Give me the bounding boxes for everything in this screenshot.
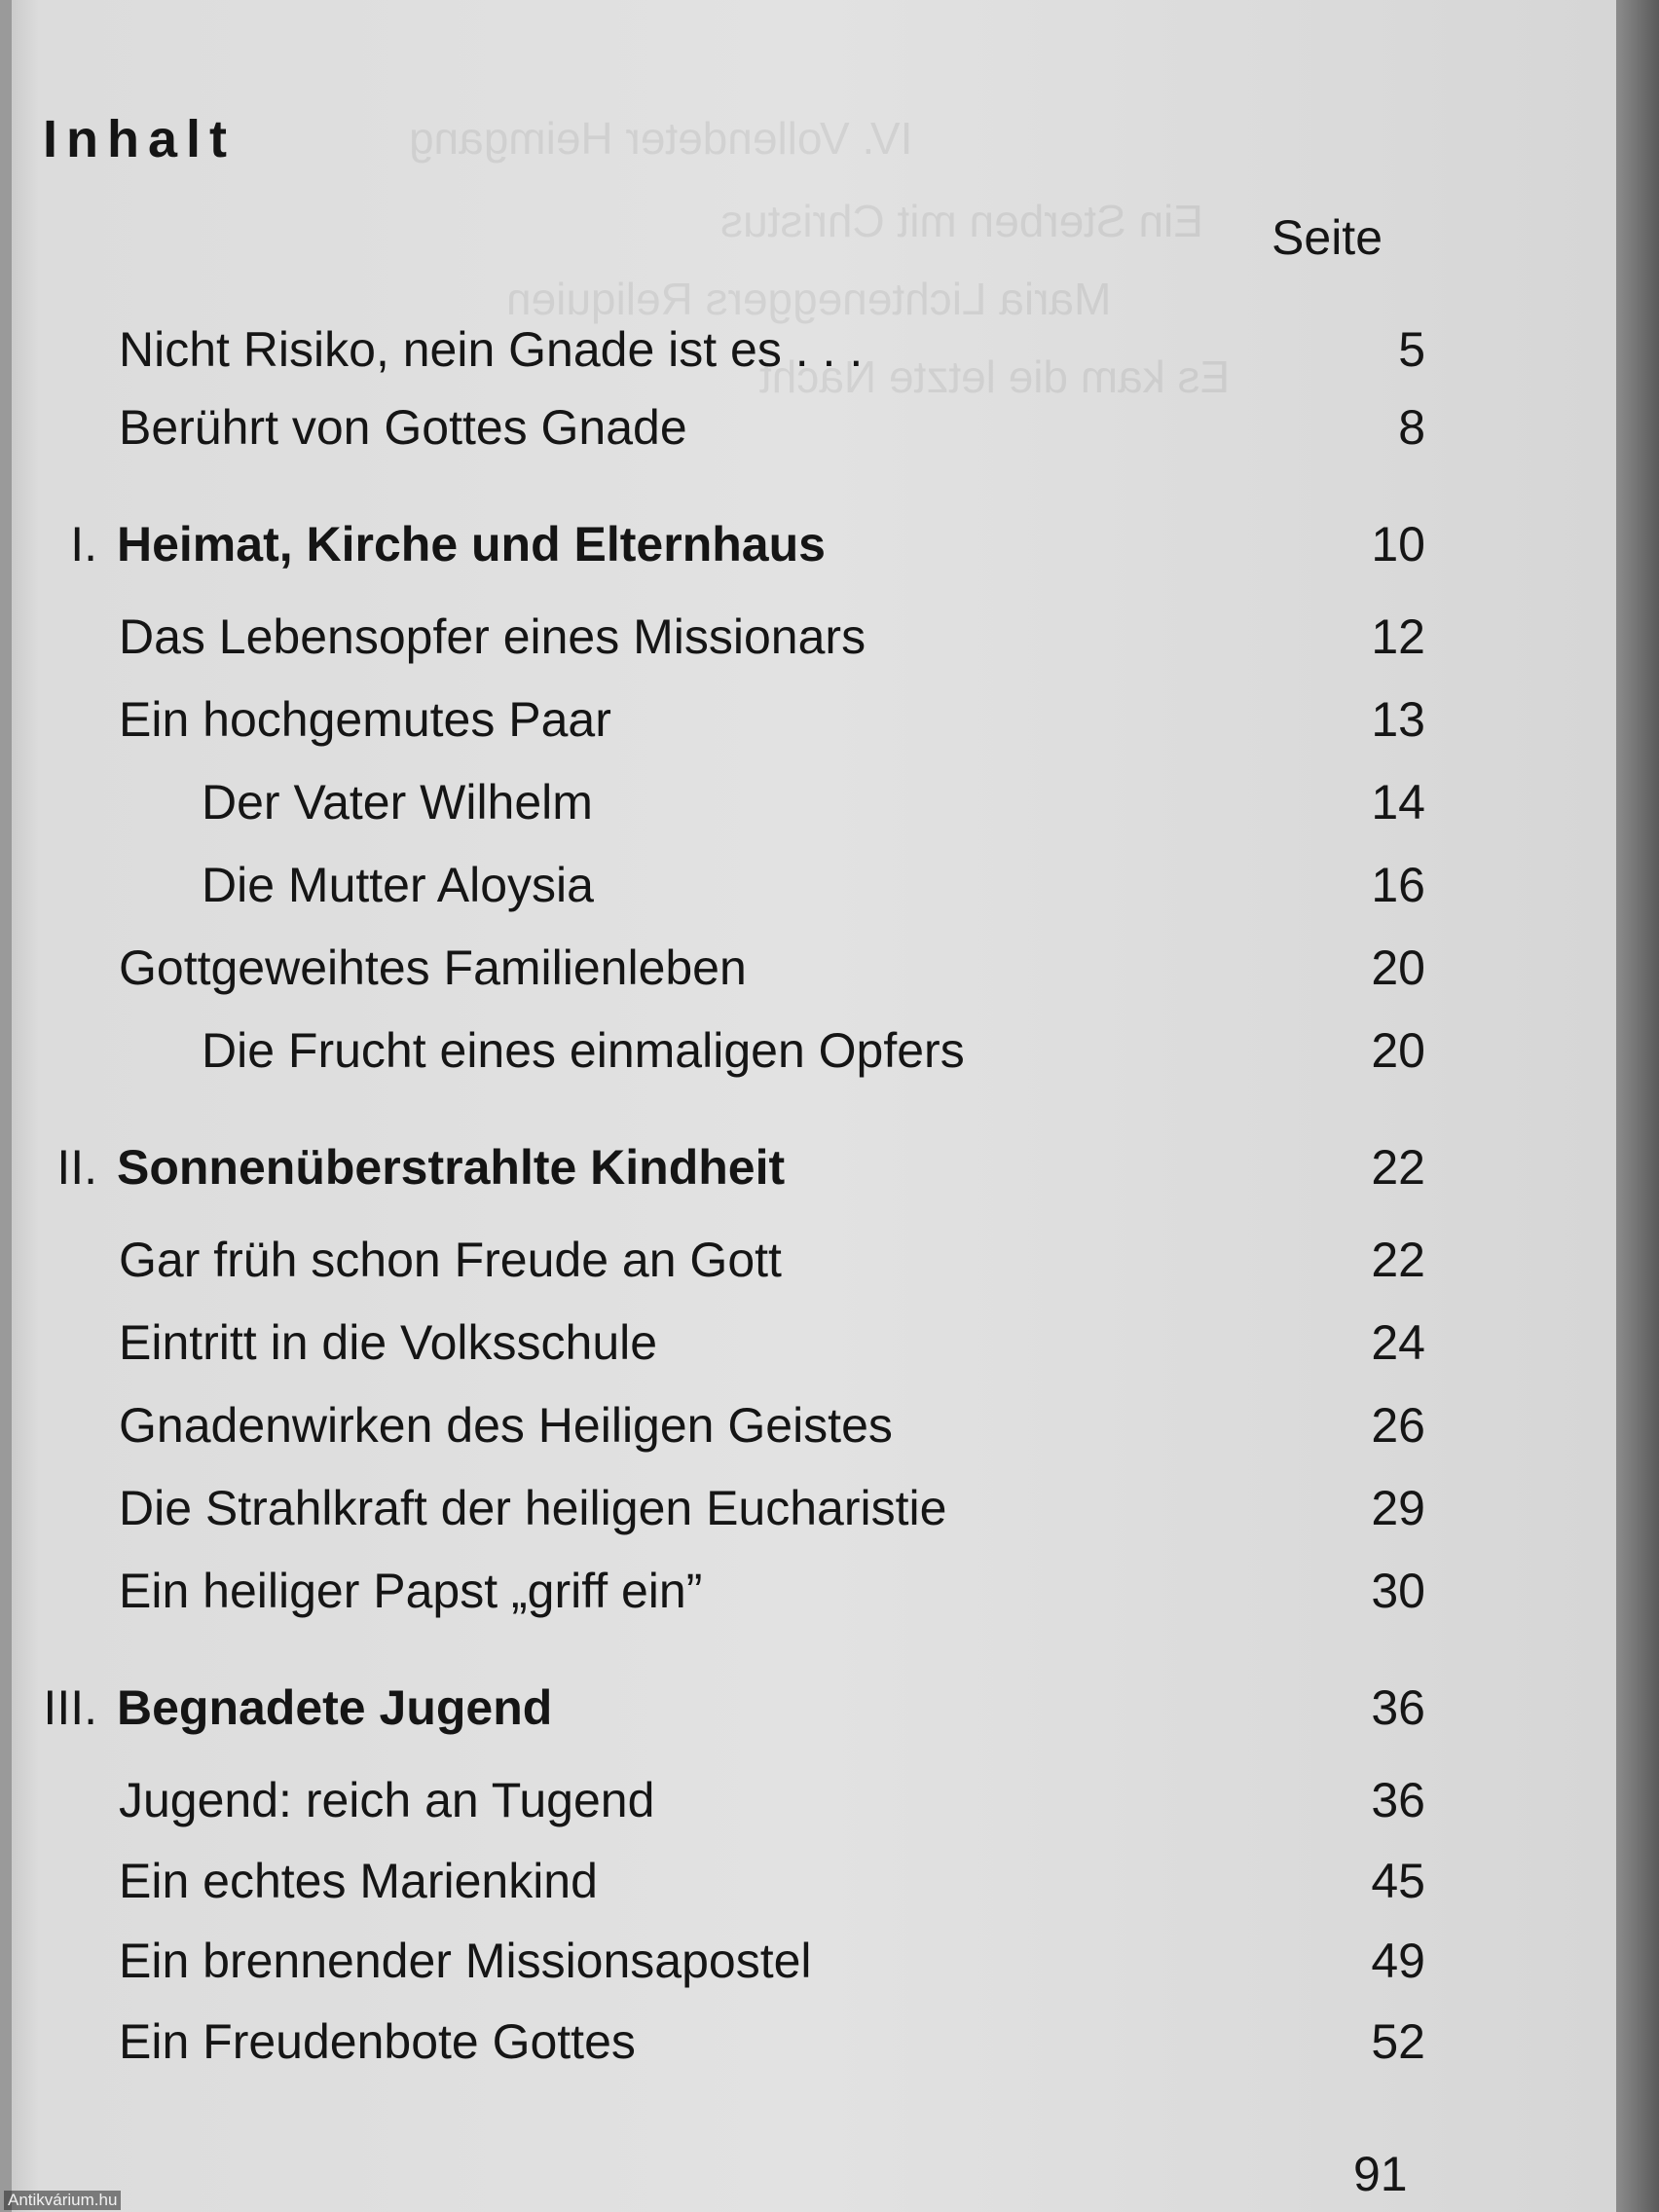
entry-title: Berührt von Gottes Gnade: [119, 400, 687, 455]
toc-entry-row: [0, 1022, 1425, 1081]
toc-entry-row: [0, 399, 1425, 458]
toc-heading: Inhalt: [43, 110, 236, 168]
toc-entry-row: [0, 1480, 1425, 1538]
entry-title: Nicht Risiko, nein Gnade ist es . . .: [119, 322, 864, 377]
entry-page-number: 24: [1371, 1315, 1425, 1370]
entry-title: Die Frucht eines einmaligen Opfers: [202, 1023, 965, 1078]
bleed-through-text: Maria Lichteneggers Reliquien: [506, 274, 1112, 324]
entry-title: Jugend: reich an Tugend: [119, 1773, 655, 1827]
entry-page-number: 10: [1371, 517, 1425, 571]
entry-title: Sonnenüberstrahlte Kindheit: [117, 1140, 786, 1195]
watermark: Antikvárium.hu: [4, 2191, 121, 2210]
chapter-numeral: I.: [70, 517, 97, 571]
chapter-numeral: II.: [56, 1140, 97, 1195]
entry-title: Ein brennender Missionsapostel: [119, 1934, 812, 1988]
entry-title: Begnadete Jugend: [117, 1680, 553, 1735]
toc-entry-row: [0, 857, 1425, 915]
bleed-through-text: Ein Sterben mit Christus: [720, 196, 1203, 246]
entry-page-number: 13: [1371, 692, 1425, 747]
toc-entry-row: [0, 1314, 1425, 1373]
entry-page-number: 16: [1371, 858, 1425, 912]
toc-entry-row: [0, 1563, 1425, 1621]
entry-page-number: 52: [1371, 2014, 1425, 2069]
entry-page-number: 22: [1371, 1140, 1425, 1195]
entry-page-number: 26: [1371, 1398, 1425, 1453]
toc-chapter-row: [0, 1679, 1425, 1738]
entry-title: Eintritt in die Volksschule: [119, 1315, 658, 1370]
bleed-through-text: IV. Vollendeter Heimgang: [409, 113, 913, 164]
toc-entry-row: [0, 608, 1425, 667]
entry-page-number: 14: [1371, 775, 1425, 830]
entry-page-number: 30: [1371, 1564, 1425, 1618]
entry-page-number: 20: [1371, 940, 1425, 995]
entry-page-number: 20: [1371, 1023, 1425, 1078]
entry-page-number: 29: [1371, 1481, 1425, 1535]
toc-entry-row: [0, 1232, 1425, 1290]
entry-page-number: 45: [1371, 1854, 1425, 1908]
entry-title: Gnadenwirken des Heiligen Geistes: [119, 1398, 893, 1453]
entry-page-number: 8: [1398, 400, 1425, 455]
toc-entry-row: [0, 1933, 1425, 1991]
toc-entry-row: [0, 774, 1425, 832]
entry-page-number: 49: [1371, 1934, 1425, 1988]
entry-page-number: 5: [1398, 322, 1425, 377]
toc-entry-row: [0, 1397, 1425, 1456]
toc-entry-row: [0, 691, 1425, 750]
entry-title: Ein Freudenbote Gottes: [119, 2014, 636, 2069]
entry-title: Die Mutter Aloysia: [202, 858, 594, 912]
toc-entry-row: [0, 2013, 1425, 2072]
toc-chapter-row: [0, 1139, 1425, 1198]
entry-title: Gottgeweihtes Familienleben: [119, 940, 747, 995]
entry-title: Ein hochgemutes Paar: [119, 692, 611, 747]
toc-entry-row: [0, 321, 1425, 380]
entry-title: Die Strahlkraft der heiligen Eucharistie: [119, 1481, 947, 1535]
entry-title: Heimat, Kirche und Elternhaus: [117, 517, 826, 571]
toc-entry-row: [0, 1853, 1425, 1911]
toc-chapter-row: [0, 516, 1425, 574]
toc-entry-row: [0, 940, 1425, 998]
toc-entry-row: [0, 1772, 1425, 1830]
bleed-through-text: Es kam die letzte Nacht: [759, 351, 1231, 402]
entry-title: Das Lebensopfer eines Missionars: [119, 609, 866, 664]
entry-page-number: 36: [1371, 1773, 1425, 1827]
page-number: 91: [1353, 2147, 1408, 2201]
entry-page-number: 12: [1371, 609, 1425, 664]
page-column-label: Seite: [1272, 210, 1382, 265]
page-edge-shadow: [1616, 0, 1659, 2212]
entry-title: Gar früh schon Freude an Gott: [119, 1233, 782, 1287]
entry-page-number: 36: [1371, 1680, 1425, 1735]
entry-title: Ein echtes Marienkind: [119, 1854, 598, 1908]
chapter-numeral: III.: [43, 1680, 97, 1735]
entry-page-number: 22: [1371, 1233, 1425, 1287]
entry-title: Ein heiliger Papst „griff ein”: [119, 1564, 703, 1618]
entry-title: Der Vater Wilhelm: [202, 775, 593, 830]
